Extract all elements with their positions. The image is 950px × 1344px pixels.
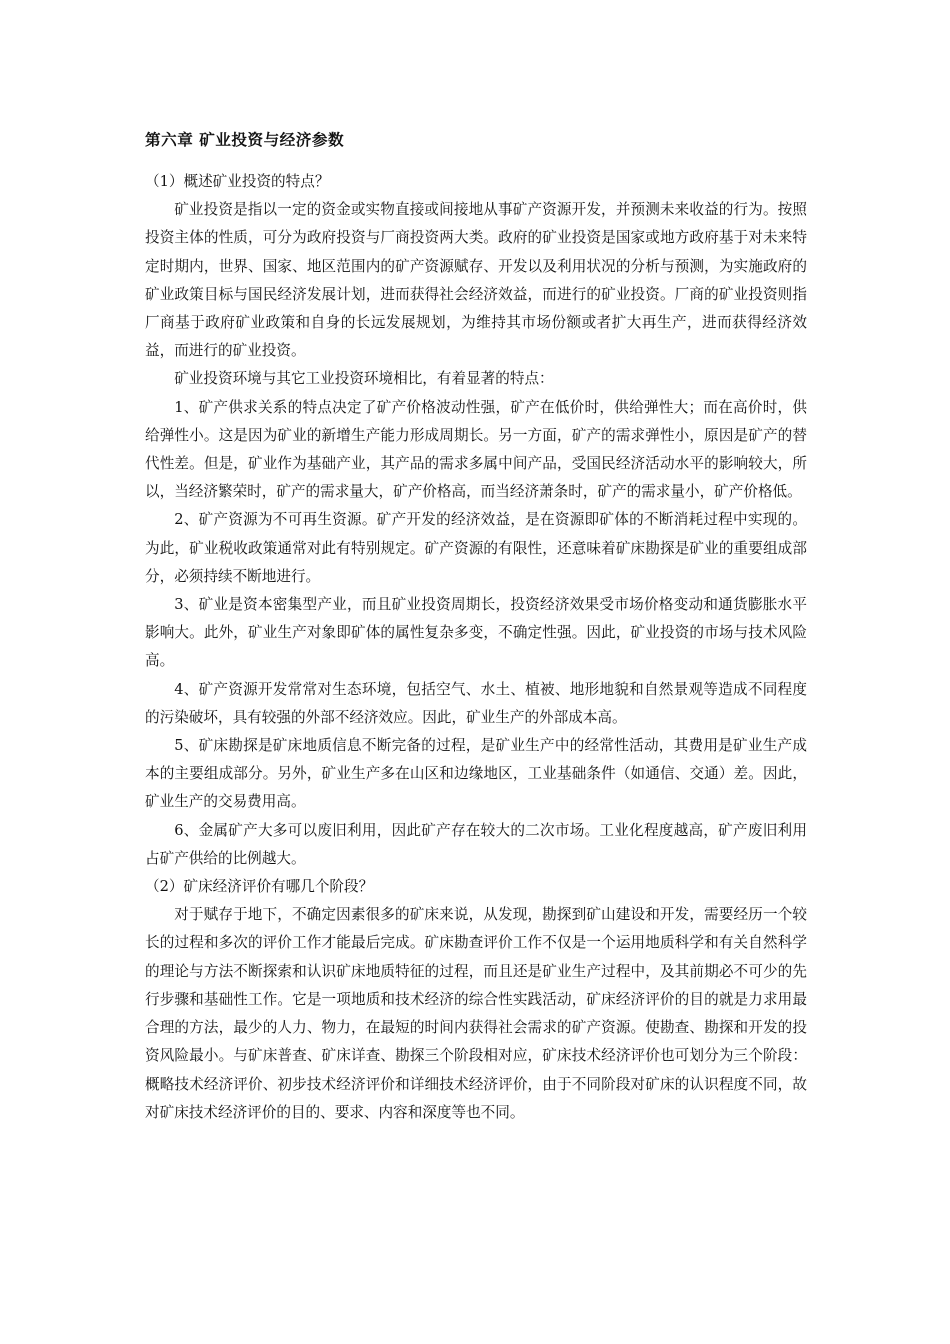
- paragraph: 3、矿业是资本密集型产业，而且矿业投资周期长，投资经济效果受市场价格变动和通货膨胀水平影响大。此外，矿业生产对象即矿体的属性复杂多变，不确定性强。因此，矿业投资的市场与技术风险高。: [145, 596, 807, 670]
- section-investment-features: [145, 168, 807, 873]
- question-heading: （2）矿床经济评价有哪几个阶段？: [145, 878, 374, 896]
- paragraph: 矿业投资环境与其它工业投资环境相比，有着显著的特点：: [174, 370, 554, 388]
- paragraph: 4、矿产资源开发常常对生态环境，包括空气、水土、植被、地形地貌和自然景观等造成不同程度的污染破坏，具有较强的外部不经济效应。因此，矿业生产的外部成本高。: [145, 680, 807, 726]
- chapter-title: 第六章 矿业投资与经济参数: [145, 131, 345, 149]
- paragraph: 对于赋存于地下，不确定因素很多的矿床来说，从发现，勘探到矿山建设和开发，需要经历一个较长的过程和多次的评价工作才能最后完成。矿床勘查评价工作不仅是一个运用地质科学和有关自然科学的理论与方法不断探索和认识矿床地质特征的过程，而且还是矿业生产过程中，及其前期必不可少的先行步骤和基础性工作。它是一项地质和技术经济的综合性实践活动，矿床经济评价的目的就是力求用最合理的方法，最少的人力、物力，在最短的时间内获得社会需求的矿产资源。使勘查、勘探和开发的投资风险最小。与矿床普查、矿床详查、勘探三个阶段相对应，矿床技术经济评价也可划分为三个阶段：概略技术经济评价、初步技术经济评价和详细技术经济评价，由于不同阶段对矿床的认识程度不同，故对矿床技术经济评价的目的、要求、内容和深度等也不同。: [145, 906, 807, 1121]
- question-heading: （1）概述矿业投资的特点？: [145, 173, 330, 190]
- paragraph: 矿业投资是指以一定的资金或实物直接或间接地从事矿产资源开发，并预测未来收益的行为。按照投资主体的性质，可分为政府投资与厂商投资两大类。政府的矿业投资是国家或地方政府基于对未来特定时期内，世界、国家、地区范围内的矿产资源赋存、开发以及利用状况的分析与预测，为实施政府的矿业政策目标与国民经济发展计划，进而获得社会经济效益，而进行的矿业投资。厂商的矿业投资则指厂商基于政府矿业政策和自身的长远发展规划，为维持其市场份额或者扩大再生产，进而获得经济效益，而进行的矿业投资。: [145, 201, 807, 360]
- paragraph: 5、矿床勘探是矿床地质信息不断完备的过程，是矿业生产中的经常性活动，其费用是矿业生产成本的主要组成部分。另外，矿业生产多在山区和边缘地区，工业基础条件（如通信、交通）差。因此，矿业生产的交易费用高。: [145, 737, 807, 811]
- document-page: [145, 128, 807, 1127]
- paragraph: 1、矿产供求关系的特点决定了矿产价格波动性强，矿产在低价时，供给弹性大；而在高价时，供给弹性小。这是因为矿业的新增生产能力形成周期长。另一方面，矿产的需求弹性小，原因是矿产的替代性差。但是，矿业作为基础产业，其产品的需求多属中间产品，受国民经济活动水平的影响较大，所以，当经济繁荣时，矿产的需求量大，矿产价格高，而当经济萧条时，矿产的需求量小，矿产价格低。: [145, 398, 807, 501]
- paragraph: 6、金属矿产大多可以废旧利用，因此矿产存在较大的二次市场。工业化程度越高，矿产废旧利用占矿产供给的比例越大。: [145, 821, 807, 867]
- section-evaluation-stages: [145, 873, 807, 1127]
- paragraph: 2、矿产资源为不可再生资源。矿产开发的经济效益，是在资源即矿体的不断消耗过程中实现的。为此，矿业税收政策通常对此有特别规定。矿产资源的有限性，还意味着矿床勘探是矿业的重要组成部分，必须持续不断地进行。: [145, 511, 807, 585]
